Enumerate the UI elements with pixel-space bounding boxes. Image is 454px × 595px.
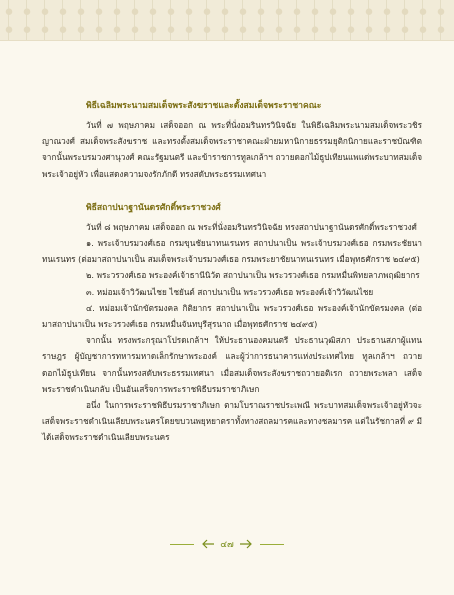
section-heading: พิธีสถาปนาฐานันดรศักดิ์พระราชวงศ์: [86, 202, 221, 213]
section-royal-titles: [42, 200, 422, 446]
footer-divider-left: [170, 544, 194, 545]
section-coronation-naming: [42, 98, 422, 182]
list-item: ๔. หม่อมเจ้านักขัตรมงคล กิติยากร สถาปนาเป็น พระวรวงศ์เธอ พระองค์เจ้านักขัตรมงคล (ต่อมาสถาปนาเป็น พระวรวงศ์เธอ กรมหมื่นจันทบุรีสุรนาถ เมื่อพุทธศักราช ๒๔๙๕): [42, 302, 422, 330]
paragraph: อนึ่ง ในการพระราชพิธีบรมราชาภิเษก ตามโบราณราชประเพณี พระบาทสมเด็จพระเจ้าอยู่หัวจะเสด็จพระราชดำเนินเลียบพระนครโดยขบวนพยุหยาตราทั้งทางสถลมารคและทางชลมารค แต่ในรัชกาลที่ ๙ มีได้เสด็จพระราชดำเนินเลียบพระนคร: [42, 400, 422, 443]
list-item: ๑. พระเจ้าบรมวงศ์เธอ กรมขุนชัยนาทนเรนทร สถาปนาเป็น พระเจ้าบรมวงศ์เธอ กรมพระชัยนาทนเรนทร (ต่อมาสถาปนาเป็น สมเด็จพระเจ้าบรมวงศ์เธอ กรมพระยาชัยนาทนเรนทร เมื่อพุทธศักราช ๒๔๙๕): [42, 238, 422, 265]
decorative-top-border: [0, 0, 454, 41]
footer-divider-right: [260, 544, 284, 545]
page-body: [42, 98, 422, 446]
paragraph: วันที่ ๘ พฤษภาคม เสด็จออก ณ พระที่นั่งอมรินทรวินิจฉัย ทรงสถาปนาฐานันดรศักดิ์พระราชวงศ์: [86, 221, 417, 232]
list-item: ๒. พระวรวงศ์เธอ พระองค์เจ้าธานีนิวัต สถาปนาเป็น พระวรวงศ์เธอ กรมหมื่นพิทยลาภพฤฒิยากร: [86, 270, 420, 281]
paragraph: จากนั้น ทรงพระกรุณาโปรดเกล้าฯ ให้ประธานองคมนตรี ประธานวุฒิสภา ประธานสภาผู้แทนราษฎร ผู้บัญชาการทหารมหาดเล็กรักษาพระองค์ และผู้ว่าการธนาคารแห่งประเทศไทย ทูลเกล้าฯ ถวายดอกไม้ธูปเทียน จากนั้นทรงสดับพระธรรมเทศนา เมื่อสมเด็จพระสังฆราชถวายอติเรก ถวายพระพลา เสด็จพระราชดำเนินกลับ เป็นอันเสร็จการพระราชพิธีบรมราชาภิเษก: [42, 335, 422, 394]
ornament-right-icon: [240, 539, 254, 549]
page-footer: [0, 537, 454, 551]
page-number: ๔๗: [220, 540, 234, 550]
ornament-left-icon: [200, 539, 214, 549]
section-heading: พิธีเฉลิมพระนามสมเด็จพระสังฆราชและตั้งสมเด็จพระราชาคณะ: [86, 101, 322, 111]
paragraph: วันที่ ๗ พฤษภาคม เสด็จออก ณ พระที่นั่งอมรินทรวินิจฉัย ในพิธีเฉลิมพระนามสมเด็จพระวชิรญาณวงศ์ สมเด็จพระสังฆราช และทรงตั้งสมเด็จพระราชาคณะฝ่ายมหานิกายธรรมยุติกนิกายและราชบัณฑิต จากนั้นพระบรมวงศานุวงศ์ คณะรัฐมนตรี และข้าราชการทูลเกล้าฯ ถวายดอกไม้ธูปเทียนแพแด่พระบาทสมเด็จพระเจ้าอยู่หัว เพื่อแสดงความจงรักภักดี ทรงสดับพระธรรมเทศนา: [42, 120, 422, 179]
list-item: ๓. หม่อมเจ้าวิวัฒนไชย ไชยันต์ สถาปนาเป็น พระวรวงศ์เธอ พระองค์เจ้าวิวัฒนไชย: [86, 286, 374, 297]
